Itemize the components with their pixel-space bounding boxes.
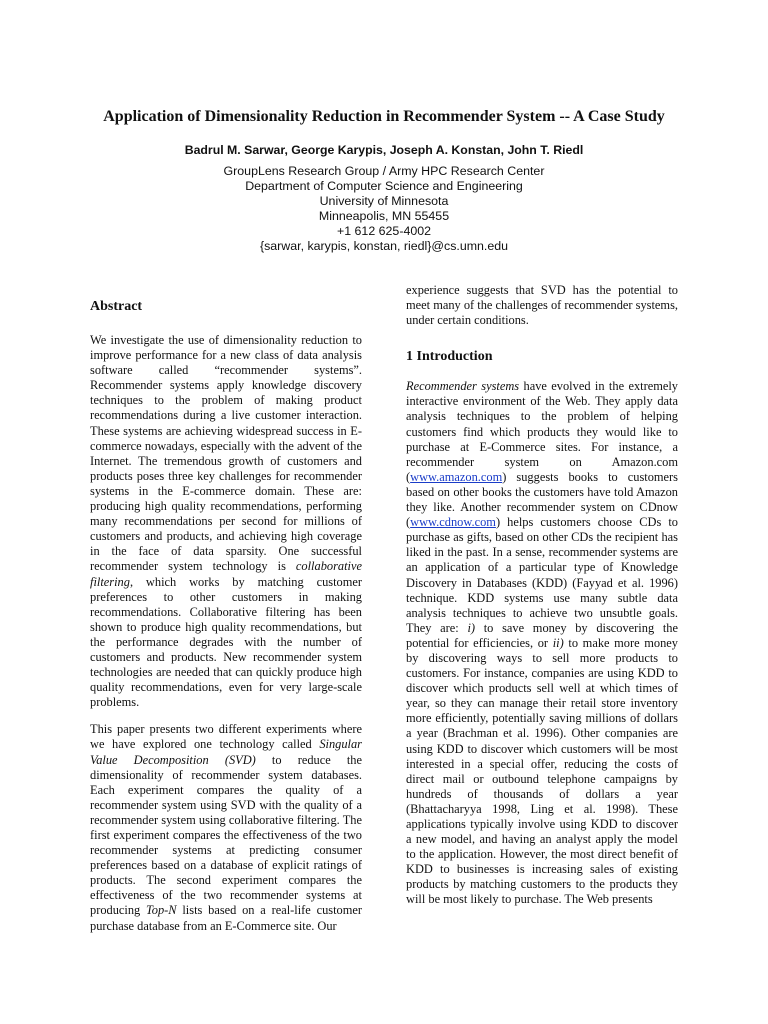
affiliation-city: Minneapolis, MN 55455 bbox=[318, 208, 450, 223]
affiliation-block bbox=[0, 164, 768, 253]
text-run: to reduce the dimensionality of recommender system databases. Each experiment compares the quality of a recommender system using SVD with the quality of a recommender system using collaborative filtering. The first experiment compares the effectiveness of the two recommender systems at predicting consumer preferences based on a database of explicit ratings of products. The second experiment compares the effectiveness of the two recommender systems at producing bbox=[90, 752, 362, 918]
emphasis-text: Top-N bbox=[146, 903, 177, 918]
introduction-paragraph bbox=[406, 379, 678, 907]
author-list: Badrul M. Sarwar, George Karypis, Joseph A. Konstan, John T. Riedl bbox=[184, 143, 584, 157]
affiliation-university: University of Minnesota bbox=[319, 193, 449, 208]
text-run: lists based on a real-life customer purchase database from an E-Commerce site. Our bbox=[90, 903, 362, 933]
text-run: have evolved in the extremely interactive environment of the Web. They apply data analysis techniques to the problem of helping customers find which products they would like to purchase at E-Commerce sites. For instance, a recommender system on Amazon.com ( bbox=[406, 379, 678, 484]
introduction-heading: 1 Introduction bbox=[406, 349, 493, 365]
text-run: , which works by matching customer preferences to other customers in making recommendations. Collaborative filtering has been shown to produce high quality recommendations, but the performance degrades with the number of customers and products. New recommender system technologies are needed that can quickly produce high quality recommendations, even for very large-scale problems. bbox=[90, 574, 362, 710]
abstract-paragraph-2 bbox=[90, 722, 362, 933]
abstract-heading: Abstract bbox=[90, 299, 143, 314]
cdnow-link[interactable]: www.cdnow.com bbox=[410, 515, 496, 530]
text-run: to make more money by discovering ways to sell more products to customers. For instance, companies are using KDD to discover which products sell well at which times of year, so they can manage their retail store inventory more efficiently, potentially saving millions of dollars a year (Brachman et al. 1996). Other companies are using KDD to discover which customers will be most interested in a special offer, reducing the costs of direct mail or outbound telephone campaigns by hundreds of thousands of dollars a year (Bhattacharyya 1998, Ling et al. 1998). These applications typically involve using KDD to discover a new model, and having an analyst apply the model to the application. However, the most direct benefit of KDD to businesses is increasing sales of existing products by matching customers to the products they will be most likely to purchase. The Web presents bbox=[406, 635, 679, 907]
amazon-link[interactable]: www.amazon.com bbox=[410, 469, 503, 484]
text-run: This paper presents two different experiments where we have explored one technology called bbox=[90, 722, 362, 752]
affiliation-phone: +1 612 625-4002 bbox=[336, 223, 432, 238]
affiliation-department: Department of Computer Science and Engineering bbox=[245, 178, 523, 193]
emphasis-text: ii) bbox=[552, 635, 564, 650]
paper-title: Application of Dimensionality Reduction in Recommender System -- A Case Study bbox=[103, 108, 665, 125]
affiliation-email: {sarwar, karypis, konstan, riedl}@cs.umn.edu bbox=[259, 238, 509, 253]
text-run: ) suggests books to customers based on other books the customers have told Amazon they like. Another recommender system on CDnow ( bbox=[406, 469, 678, 530]
emphasis-text: Recommender systems bbox=[406, 379, 520, 394]
text-run: We investigate the use of dimensionality reduction to improve performance for a new class of data analysis software called “recommender systems”. Recommender systems apply knowledge discovery techniques to the problem of making product recommendations during a live customer interaction. These systems are achieving widespread success in E-commerce nowadays, especially with the advent of the Internet. The tremendous growth of customers and products poses three key challenges for recommender systems in the E-commerce domain. These are: producing high quality recommendations, performing many recommendations per second for millions of customers and products, and achieving high coverage in the face of data sparsity. One successful recommender system technology is bbox=[90, 333, 362, 574]
affiliation-group: GroupLens Research Group / Army HPC Research Center bbox=[223, 164, 545, 178]
left-column bbox=[90, 290, 362, 934]
text-run: ) helps customers choose CDs to purchase as gifts, based on other CDs the recipient has liked in the past. In a sense, recommender systems are an application of a particular type of Knowledge Discovery in Databases (KDD) (Fayyad et al. 1996) technique. KDD systems use many subtle data analysis techniques to achieve two unsubtle goals. They are: bbox=[406, 515, 678, 635]
abstract-paragraph-1 bbox=[90, 333, 362, 710]
right-column bbox=[406, 283, 678, 908]
text-run: to save money by discovering the potential for efficiencies, or bbox=[406, 620, 678, 650]
emphasis-text: i) bbox=[467, 620, 476, 635]
emphasis-text: Singular Value Decomposition (SVD) bbox=[90, 737, 362, 767]
abstract-continuation: experience suggests that SVD has the potential to meet many of the challenges of recommender systems, under certain conditions. bbox=[406, 283, 678, 328]
emphasis-text: collaborative filtering bbox=[90, 559, 362, 589]
